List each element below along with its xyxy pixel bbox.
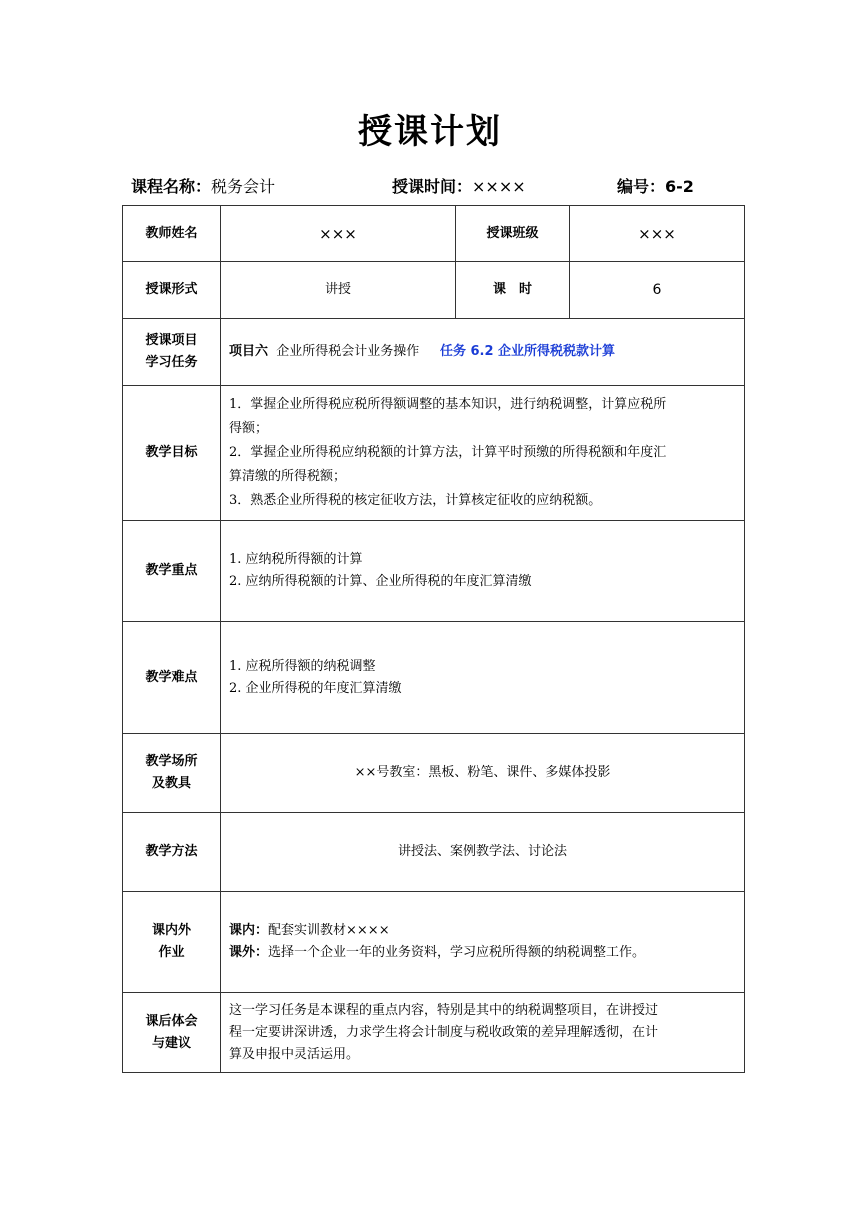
venue-label [123, 734, 221, 813]
difficult-points-content [221, 622, 745, 734]
project-value [221, 319, 745, 386]
difficult-points-label: 教学难点 [123, 622, 221, 734]
class-label: 授课班级 [456, 206, 570, 262]
homework-content [221, 892, 745, 993]
difficult-point-item: 2. 企业所得税的年度汇算清缴 [229, 680, 402, 696]
table-row [123, 206, 745, 262]
key-points-content [221, 521, 745, 622]
project-label-line-1: 授课项目 [145, 333, 198, 348]
task-title: 任务 6.2 企业所得税税款计算 [439, 344, 616, 359]
page-title: 授课计划 [358, 112, 502, 152]
key-points-label: 教学重点 [123, 521, 221, 622]
homework-label-line-1: 课内外 [151, 923, 191, 938]
project-label-line-2: 学习任务 [145, 355, 198, 370]
method-value: 讲授法、案例教学法、讨论法 [221, 813, 745, 892]
form-value: 讲授 [221, 262, 456, 319]
reflection-line: 这一学习任务是本课程的重点内容，特别是其中的纳税调整项目，在讲授过 [229, 1002, 659, 1018]
venue-label-line-1: 教学场所 [145, 754, 198, 769]
project-prefix: 项目六 [229, 344, 269, 359]
teacher-label: 教师姓名 [123, 206, 221, 262]
table-row [123, 521, 745, 622]
homework-in-label: 课内： [229, 923, 269, 938]
plan-number [617, 174, 694, 197]
course-name-value: 税务会计 [211, 177, 276, 196]
table-row [123, 319, 745, 386]
homework-out [229, 942, 736, 964]
homework-in [229, 920, 736, 942]
reflection-line: 算及申报中灵活运用。 [229, 1046, 360, 1062]
difficult-point-item: 1. 应税所得额的纳税调整 [229, 658, 376, 674]
class-value: ××× [570, 206, 745, 262]
reflection-label-line-2: 与建议 [151, 1035, 191, 1051]
table-row [123, 262, 745, 319]
form-label: 授课形式 [123, 262, 221, 319]
key-point-item: 1. 应纳税所得额的计算 [229, 552, 363, 567]
table-row [123, 734, 745, 813]
lesson-time-value: ×××× [472, 177, 526, 196]
goals-line: 3．熟悉企业所得税的核定征收方法，计算核定征收的应纳税额。 [229, 493, 602, 508]
venue-label-line-2: 及教具 [151, 776, 191, 791]
table-row [123, 813, 745, 892]
reflection-line: 程一定要讲深讲透，力求学生将会计制度与税收政策的差异理解透彻，在计 [229, 1024, 659, 1040]
key-point-item: 2. 应纳所得税额的计算、企业所得税的年度汇算清缴 [229, 574, 532, 589]
goals-content [221, 386, 745, 521]
lesson-plan-table [122, 205, 745, 1073]
hours-label: 课 时 [456, 262, 570, 319]
homework-out-value: 选择一个企业一年的业务资料，学习应税所得额的纳税调整工作。 [268, 945, 646, 960]
lesson-time [392, 174, 526, 197]
goals-line: 得额； [229, 421, 269, 436]
table-row [123, 993, 745, 1073]
project-name: 企业所得税会计业务操作 [276, 344, 420, 359]
homework-label [123, 892, 221, 993]
table-row [123, 622, 745, 734]
plan-number-value: 6-2 [665, 177, 694, 196]
method-label: 教学方法 [123, 813, 221, 892]
homework-out-label: 课外： [229, 945, 269, 960]
goals-label: 教学目标 [123, 386, 221, 521]
reflection-label-line-1: 课后体会 [145, 1013, 198, 1029]
project-label [123, 319, 221, 386]
homework-in-value: 配套实训教材×××× [268, 923, 390, 938]
lesson-time-label: 授课时间： [392, 177, 473, 196]
venue-value: ××号教室：黑板、粉笔、课件、多媒体投影 [221, 734, 745, 813]
teacher-value: ××× [221, 206, 456, 262]
reflection-content [221, 993, 745, 1073]
homework-label-line-2: 作业 [158, 945, 185, 960]
course-name [131, 174, 275, 197]
hours-value: 6 [570, 262, 745, 319]
reflection-label [123, 993, 221, 1073]
goals-line: 1．掌握企业所得税应税所得额调整的基本知识，进行纳税调整，计算应税所 [229, 397, 667, 412]
plan-number-label: 编号： [617, 177, 666, 196]
table-row [123, 892, 745, 993]
goals-line: 2．掌握企业所得税应纳税额的计算方法，计算平时预缴的所得税额和年度汇 [229, 445, 667, 460]
course-name-label: 课程名称： [131, 177, 212, 196]
table-row [123, 386, 745, 521]
goals-line: 算清缴的所得税额； [229, 469, 347, 484]
